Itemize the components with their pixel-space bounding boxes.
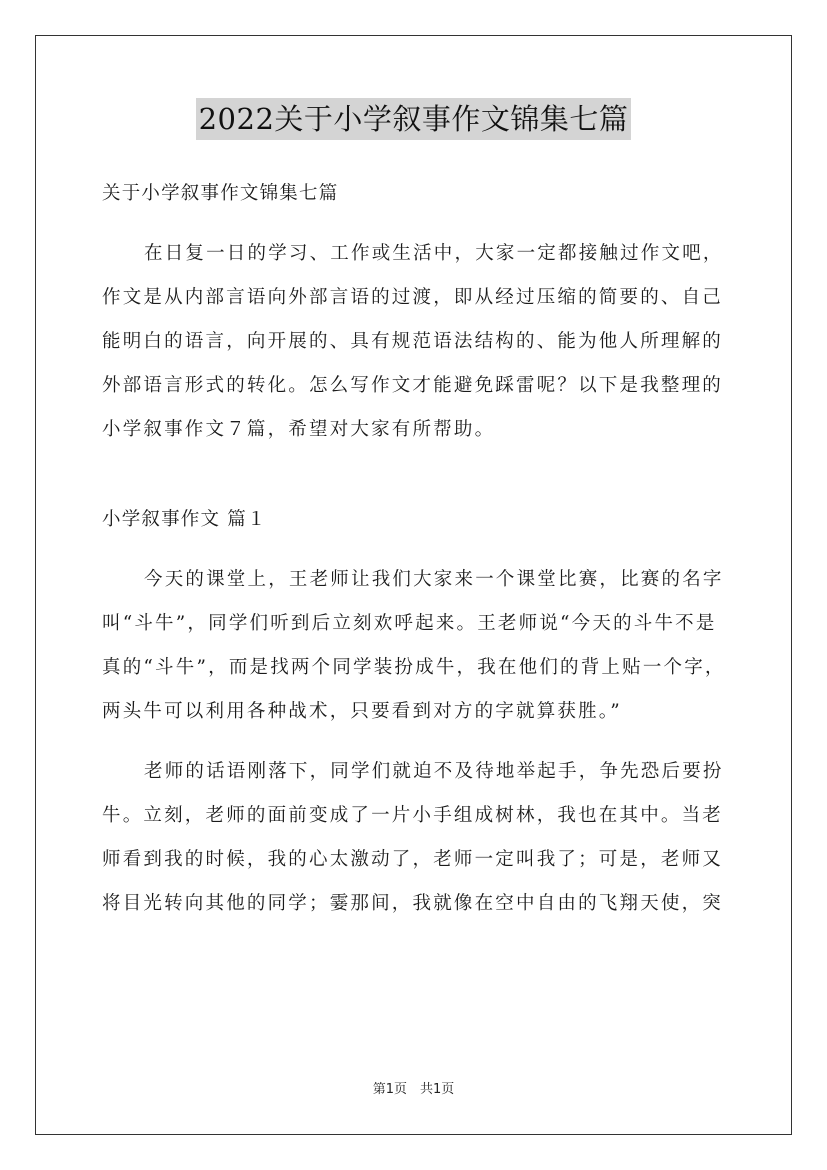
text-line: 叫“斗牛”，同学们听到后立刻欢呼起来。王老师说“今天的斗牛不是 [102, 613, 717, 634]
text-line: 小学叙事作文７篇，希望对大家有所帮助。 [102, 419, 496, 440]
title-container [0, 98, 827, 140]
document-title: 2022关于小学叙事作文锦集七篇 [196, 98, 632, 140]
text-line: 将目光转向其他的同学；霎那间，我就像在空中自由的飞翔天使，突 [102, 893, 724, 914]
page-footer: 第1页 共1页 [372, 1082, 455, 1097]
paragraph-1 [102, 558, 730, 734]
text-line: 真的“斗牛”，而是找两个同学装扮成牛，我在他们的背上贴一个字， [102, 657, 726, 678]
document-subtitle: 关于小学叙事作文锦集七篇 [102, 183, 339, 204]
text-line: 今天的课堂上，王老师让我们大家来一个课堂比赛，比赛的名字 [144, 569, 724, 590]
text-line: 牛。立刻，老师的面前变成了一片小手组成树林，我也在其中。当老 [102, 805, 724, 826]
text-line: 两头牛可以利用各种战术，只要看到对方的字就算获胜。” [102, 701, 622, 722]
document-body [102, 172, 730, 926]
text-line: 老师的话语刚落下，同学们就迫不及待地举起手，争先恐后要扮 [144, 761, 724, 782]
text-line: 师看到我的时候，我的心太激动了，老师一定叫我了；可是，老师又 [102, 849, 724, 870]
text-line: 能明白的语言，向开展的、具有规范语法结构的、能为他人所理解的 [102, 331, 724, 352]
intro-paragraph [102, 232, 730, 452]
text-line: 在日复一日的学习、工作或生活中，大家一定都接触过作文吧， [144, 243, 724, 264]
section-heading: 小学叙事作文 篇１ [102, 509, 267, 530]
paragraph-2 [102, 750, 730, 926]
text-line: 外部语言形式的转化。怎么写作文才能避免踩雷呢？以下是我整理的 [102, 375, 724, 396]
text-line: 作文是从内部言语向外部言语的过渡，即从经过压缩的简要的、自己 [102, 287, 724, 308]
